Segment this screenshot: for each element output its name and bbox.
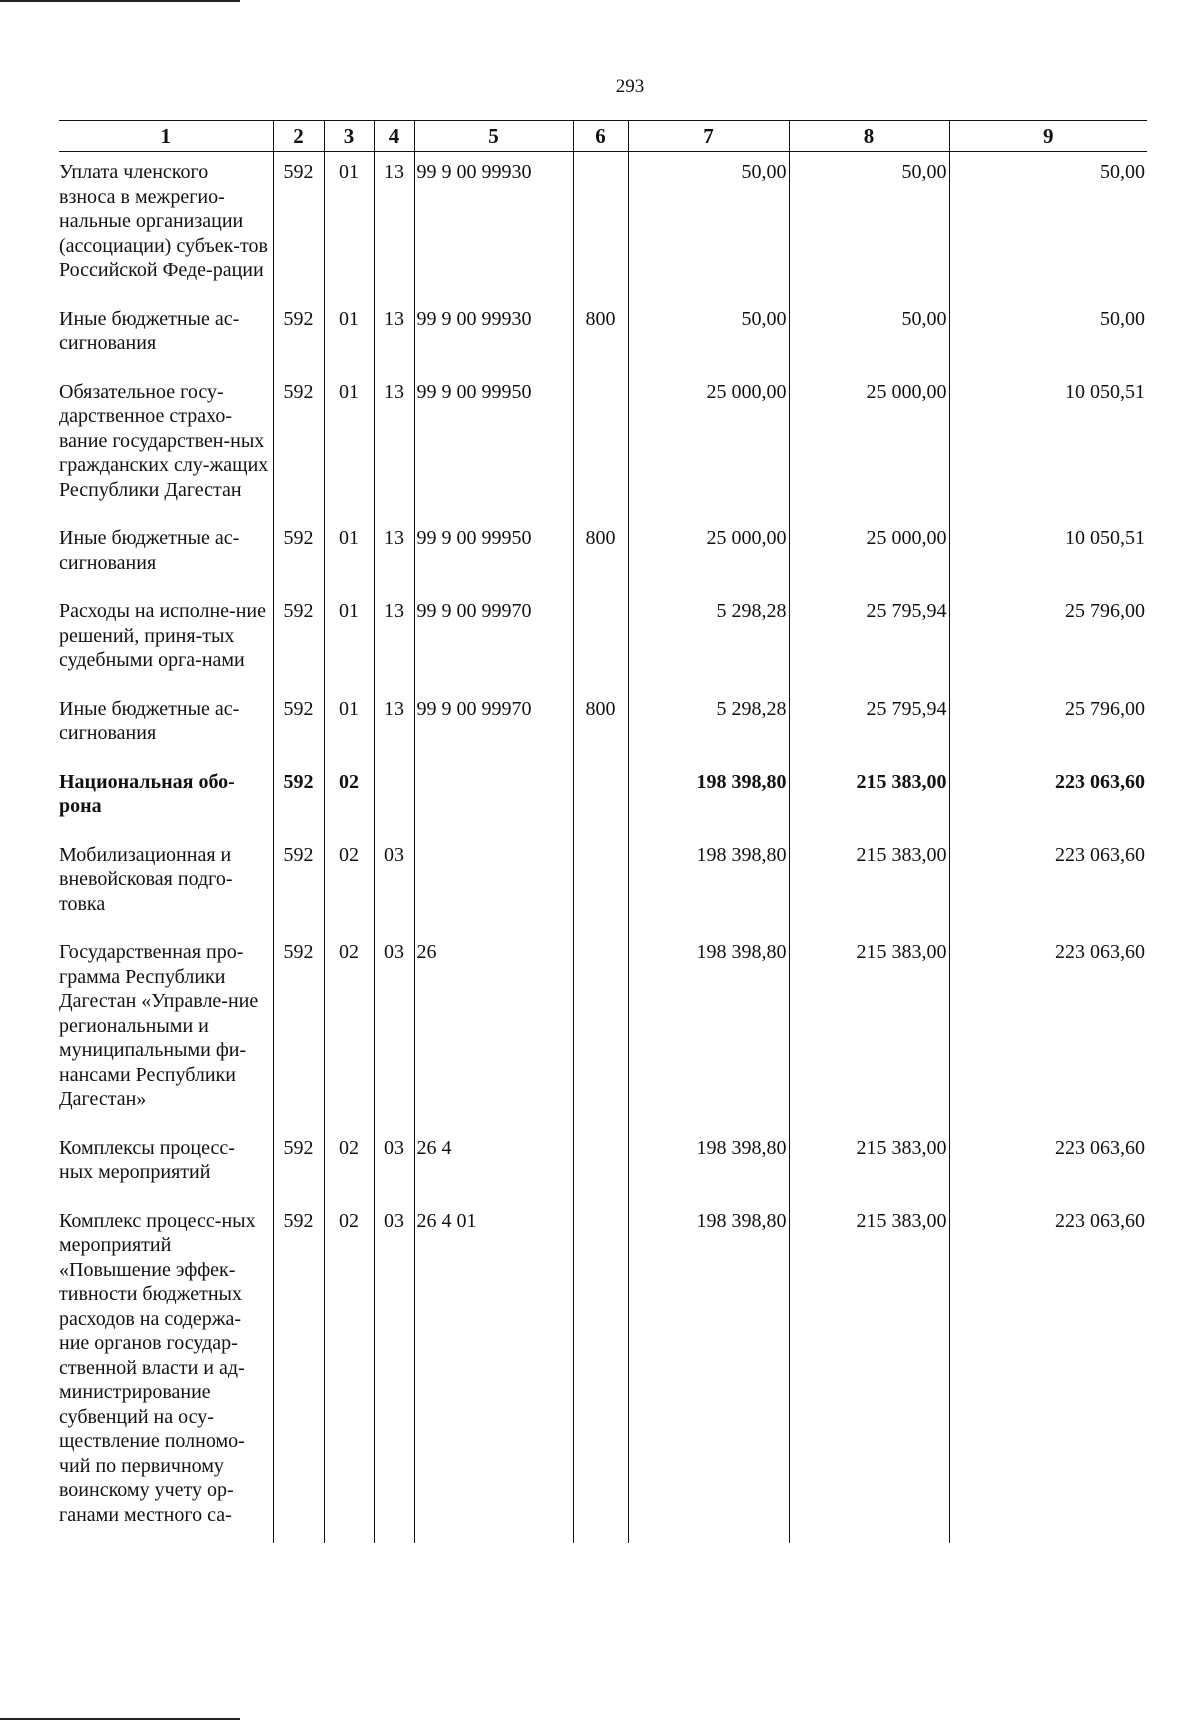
amount-cell-col7: 198 398,80 bbox=[628, 1201, 789, 1544]
expense-type-cell bbox=[573, 835, 628, 933]
section-code-cell: 01 bbox=[324, 372, 374, 519]
subsection-code-cell: 03 bbox=[374, 1201, 414, 1544]
amount-cell-col7: 5 298,28 bbox=[628, 591, 789, 689]
amount-cell-col7: 198 398,80 bbox=[628, 835, 789, 933]
amount-cell-col9: 223 063,60 bbox=[949, 762, 1147, 835]
subsection-code-cell: 03 bbox=[374, 1128, 414, 1201]
budget-table bbox=[59, 120, 1147, 1543]
amount-cell-col9: 223 063,60 bbox=[949, 835, 1147, 933]
section-code-cell: 01 bbox=[324, 299, 374, 372]
target-article-cell: 99 9 00 99950 bbox=[414, 372, 573, 519]
amount-cell-col7: 5 298,28 bbox=[628, 689, 789, 762]
table-row bbox=[59, 152, 1147, 299]
table-row bbox=[59, 372, 1147, 519]
target-article-cell: 26 bbox=[414, 932, 573, 1128]
amount-cell-col8: 25 000,00 bbox=[789, 372, 949, 519]
target-article-cell: 99 9 00 99970 bbox=[414, 591, 573, 689]
ministry-code-cell: 592 bbox=[273, 1128, 324, 1201]
ministry-code-cell: 592 bbox=[273, 299, 324, 372]
amount-cell-col9: 50,00 bbox=[949, 152, 1147, 299]
row-name-cell: Национальная обо-рона bbox=[59, 770, 235, 817]
subsection-code-cell: 13 bbox=[374, 299, 414, 372]
row-name-cell: Комплекс процесс-ных мероприятий «Повышение эффек-тивности бюджетных расходов на содержа-ние органов государ-ственной власти и ад-министрирование субвенций на осу-ществление полномо-чий по первичному воинскому учету ор-ганами местного са- bbox=[59, 1209, 256, 1526]
expense-type-cell bbox=[573, 152, 628, 299]
expense-type-cell bbox=[573, 372, 628, 519]
target-article-cell: 99 9 00 99970 bbox=[414, 689, 573, 762]
table-row bbox=[59, 932, 1147, 1128]
scan-top-edge-line bbox=[0, 0, 240, 2]
section-code-cell: 02 bbox=[324, 1128, 374, 1201]
table-header-row bbox=[59, 121, 1147, 152]
amount-cell-col9: 50,00 bbox=[949, 299, 1147, 372]
expense-type-cell bbox=[573, 1201, 628, 1544]
section-code-cell: 02 bbox=[324, 835, 374, 933]
expense-type-cell bbox=[573, 762, 628, 835]
subsection-code-cell: 13 bbox=[374, 518, 414, 591]
target-article-cell bbox=[414, 762, 573, 835]
page-number: 293 bbox=[615, 76, 645, 97]
column-header: 3 bbox=[324, 121, 374, 152]
subsection-code-cell: 13 bbox=[374, 372, 414, 519]
row-name-cell: Иные бюджетные ас-сигнования bbox=[59, 697, 240, 744]
amount-cell-col8: 215 383,00 bbox=[789, 762, 949, 835]
table-row bbox=[59, 835, 1147, 933]
subsection-code-cell: 03 bbox=[374, 932, 414, 1128]
amount-cell-col7: 198 398,80 bbox=[628, 1128, 789, 1201]
amount-cell-col7: 25 000,00 bbox=[628, 518, 789, 591]
row-name-cell: Иные бюджетные ас-сигнования bbox=[59, 527, 240, 574]
amount-cell-col8: 50,00 bbox=[789, 299, 949, 372]
amount-cell-col8: 25 000,00 bbox=[789, 518, 949, 591]
amount-cell-col7: 50,00 bbox=[628, 299, 789, 372]
target-article-cell: 99 9 00 99930 bbox=[414, 299, 573, 372]
row-name-cell: Иные бюджетные ас-сигнования bbox=[59, 307, 240, 354]
subsection-code-cell: 13 bbox=[374, 152, 414, 299]
table-row bbox=[59, 591, 1147, 689]
subsection-code-cell bbox=[374, 762, 414, 835]
amount-cell-col8: 25 795,94 bbox=[789, 689, 949, 762]
ministry-code-cell: 592 bbox=[273, 591, 324, 689]
expense-type-cell: 800 bbox=[573, 689, 628, 762]
expense-type-cell bbox=[573, 1128, 628, 1201]
ministry-code-cell: 592 bbox=[273, 932, 324, 1128]
amount-cell-col8: 215 383,00 bbox=[789, 835, 949, 933]
section-code-cell: 02 bbox=[324, 1201, 374, 1544]
target-article-cell bbox=[414, 835, 573, 933]
section-code-cell: 01 bbox=[324, 152, 374, 299]
table-row bbox=[59, 1128, 1147, 1201]
subsection-code-cell: 03 bbox=[374, 835, 414, 933]
target-article-cell: 99 9 00 99950 bbox=[414, 518, 573, 591]
amount-cell-col9: 25 796,00 bbox=[949, 591, 1147, 689]
column-header: 5 bbox=[414, 121, 573, 152]
table-row bbox=[59, 299, 1147, 372]
column-header: 7 bbox=[628, 121, 789, 152]
table-row bbox=[59, 518, 1147, 591]
amount-cell-col9: 10 050,51 bbox=[949, 518, 1147, 591]
column-header: 9 bbox=[949, 121, 1147, 152]
amount-cell-col9: 223 063,60 bbox=[949, 932, 1147, 1128]
ministry-code-cell: 592 bbox=[273, 762, 324, 835]
column-header: 8 bbox=[789, 121, 949, 152]
row-name-cell: Государственная про-грамма Республики Дагестан «Управле-ние региональными и муниципальными фи-нансами Республики Дагестан» bbox=[59, 941, 259, 1110]
target-article-cell: 26 4 bbox=[414, 1128, 573, 1201]
ministry-code-cell: 592 bbox=[273, 518, 324, 591]
amount-cell-col7: 198 398,80 bbox=[628, 762, 789, 835]
amount-cell-col8: 215 383,00 bbox=[789, 932, 949, 1128]
ministry-code-cell: 592 bbox=[273, 372, 324, 519]
section-code-cell: 01 bbox=[324, 518, 374, 591]
amount-cell-col8: 50,00 bbox=[789, 152, 949, 299]
row-name-cell: Комплексы процесс-ных мероприятий bbox=[59, 1136, 235, 1183]
subsection-code-cell: 13 bbox=[374, 689, 414, 762]
expense-type-cell bbox=[573, 591, 628, 689]
expense-type-cell: 800 bbox=[573, 518, 628, 591]
amount-cell-col9: 223 063,60 bbox=[949, 1201, 1147, 1544]
expense-type-cell: 800 bbox=[573, 299, 628, 372]
table-row bbox=[59, 689, 1147, 762]
subsection-code-cell: 13 bbox=[374, 591, 414, 689]
amount-cell-col7: 25 000,00 bbox=[628, 372, 789, 519]
amount-cell-col7: 50,00 bbox=[628, 152, 789, 299]
amount-cell-col9: 10 050,51 bbox=[949, 372, 1147, 519]
row-name-cell: Уплата членского взноса в межрегио-нальные организации (ассоциации) субъек-тов Российской Феде-рации bbox=[59, 161, 268, 281]
ministry-code-cell: 592 bbox=[273, 152, 324, 299]
column-header: 4 bbox=[374, 121, 414, 152]
amount-cell-col8: 215 383,00 bbox=[789, 1128, 949, 1201]
table-body bbox=[59, 152, 1147, 1544]
amount-cell-col8: 215 383,00 bbox=[789, 1201, 949, 1544]
row-name-cell: Мобилизационная и вневойсковая подго-товка bbox=[59, 843, 233, 915]
expense-type-cell bbox=[573, 932, 628, 1128]
target-article-cell: 99 9 00 99930 bbox=[414, 152, 573, 299]
section-code-cell: 01 bbox=[324, 689, 374, 762]
amount-cell-col9: 25 796,00 bbox=[949, 689, 1147, 762]
row-name-cell: Обязательное госу-дарственное страхо-вание государствен-ных гражданских слу-жащих Республики Дагестан bbox=[59, 380, 269, 501]
section-code-cell: 02 bbox=[324, 932, 374, 1128]
amount-cell-col7: 198 398,80 bbox=[628, 932, 789, 1128]
table-row bbox=[59, 1201, 1147, 1544]
column-header: 2 bbox=[273, 121, 324, 152]
ministry-code-cell: 592 bbox=[273, 1201, 324, 1544]
target-article-cell: 26 4 01 bbox=[414, 1201, 573, 1544]
section-code-cell: 01 bbox=[324, 591, 374, 689]
section-code-cell: 02 bbox=[324, 762, 374, 835]
ministry-code-cell: 592 bbox=[273, 835, 324, 933]
column-header: 1 bbox=[59, 121, 273, 152]
amount-cell-col9: 223 063,60 bbox=[949, 1128, 1147, 1201]
row-name-cell: Расходы на исполне-ние решений, приня-тых судебными орга-нами bbox=[59, 600, 266, 671]
table-row bbox=[59, 762, 1147, 835]
amount-cell-col8: 25 795,94 bbox=[789, 591, 949, 689]
ministry-code-cell: 592 bbox=[273, 689, 324, 762]
column-header: 6 bbox=[573, 121, 628, 152]
